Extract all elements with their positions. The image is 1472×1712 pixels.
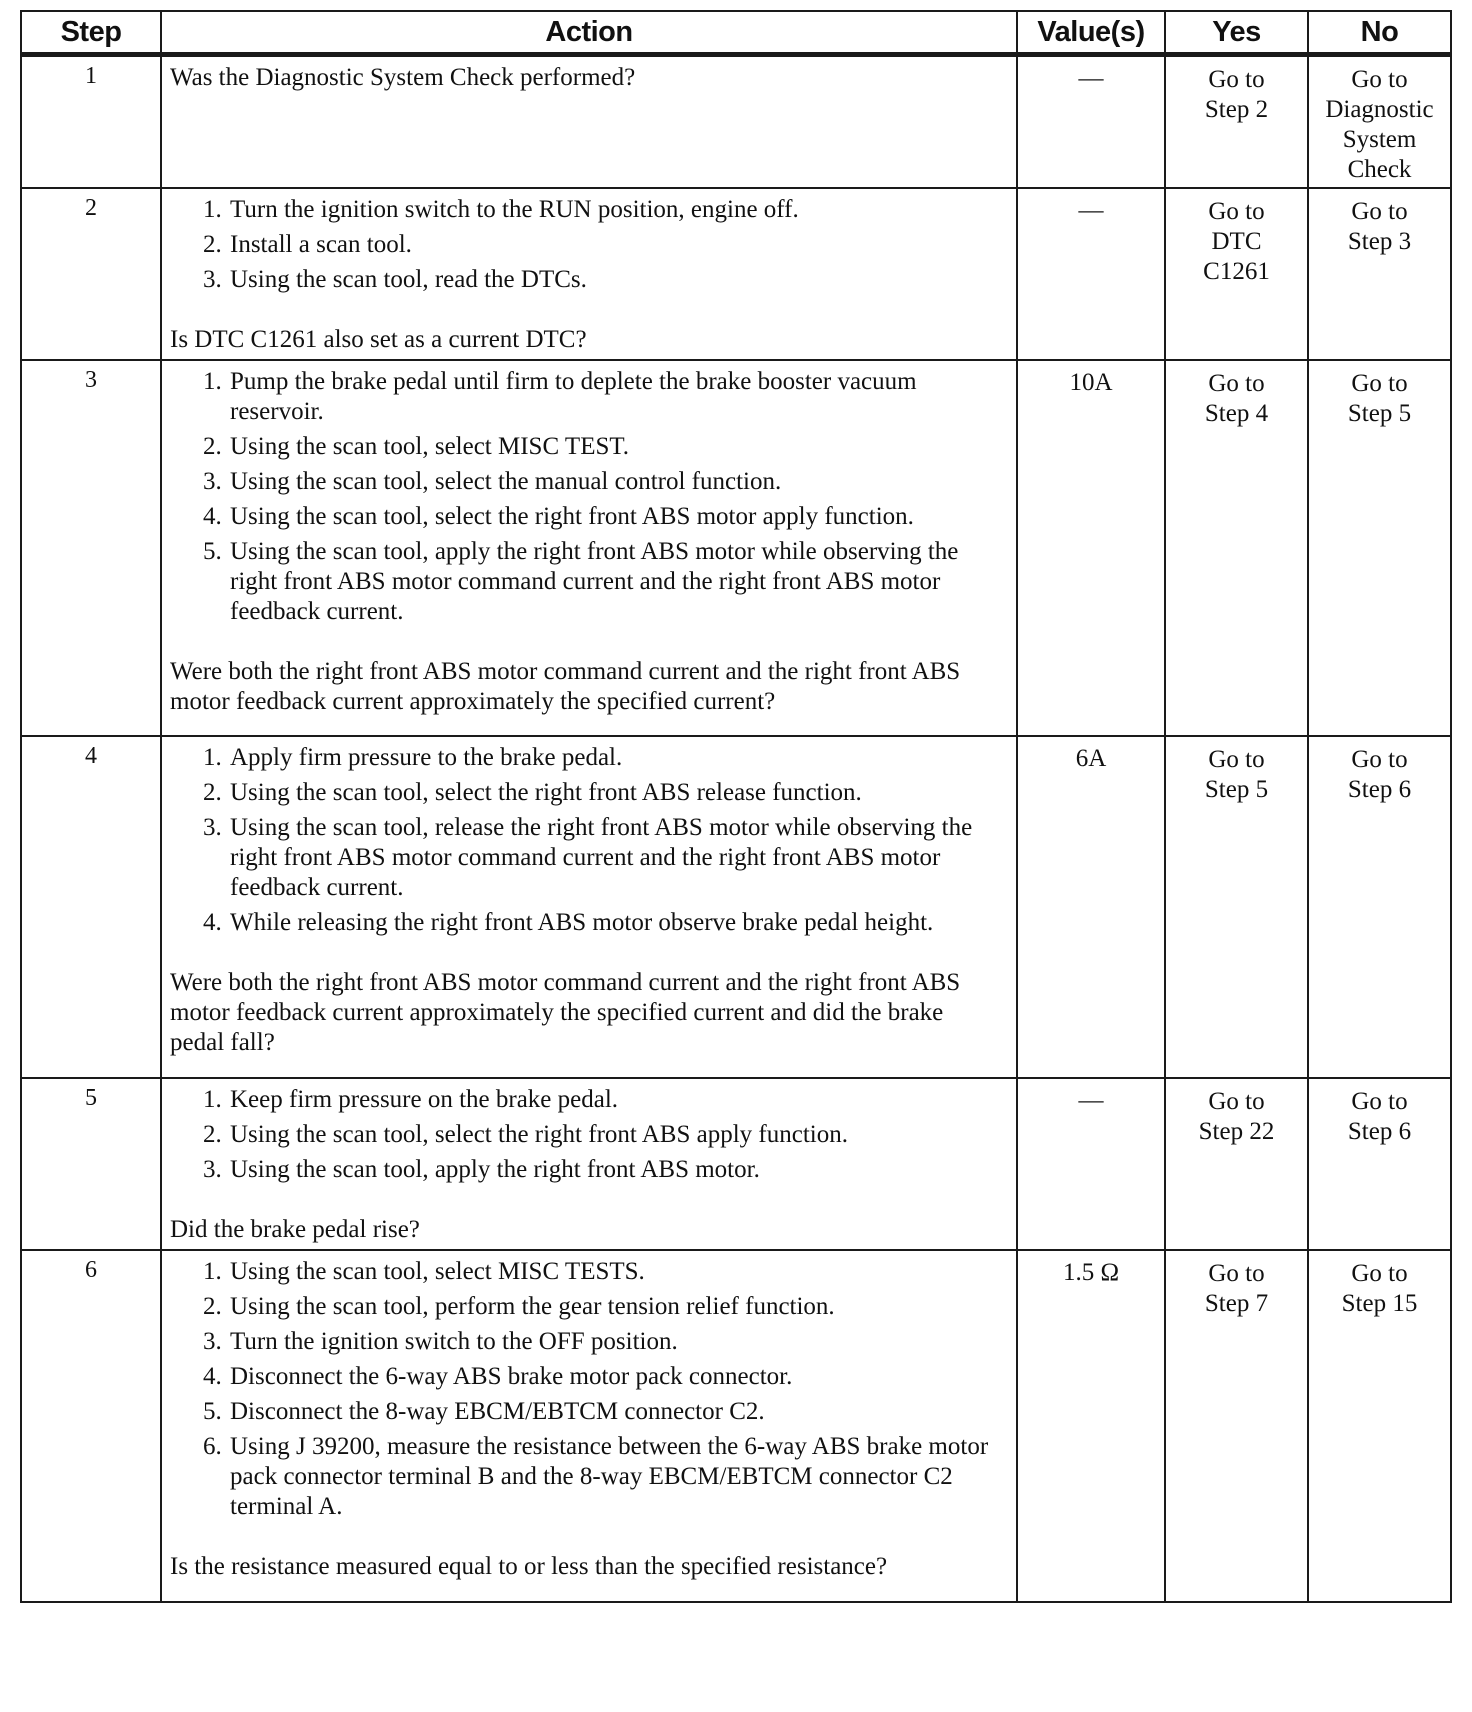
action-cell <box>161 360 1017 736</box>
yes-cell <box>1165 360 1308 736</box>
no-cell <box>1308 1078 1451 1250</box>
no-line: System <box>1342 126 1417 153</box>
substep-item: 3. Turn the ignition switch to the OFF position. <box>228 1327 1002 1357</box>
no-cell <box>1308 188 1451 360</box>
table-row <box>21 55 1451 189</box>
substep-item: 1. Pump the brake pedal until firm to deplete the brake booster vacuum reservoir. <box>228 367 1002 427</box>
action-question: Is DTC C1261 also set as a current DTC? <box>170 326 587 353</box>
yes-cell <box>1165 188 1308 360</box>
no-cell <box>1308 55 1451 189</box>
substep-list <box>170 367 1002 627</box>
yes-line: Go to <box>1208 370 1265 397</box>
no-line: Step 6 <box>1347 1118 1412 1145</box>
substep-item: 1. Apply firm pressure to the brake pedal. <box>228 743 1002 773</box>
value-cell: — <box>1017 188 1165 360</box>
substep-list <box>170 1257 1002 1522</box>
header-step: Step <box>21 11 161 55</box>
yes-line: DTC <box>1211 228 1262 255</box>
yes-line: Step 22 <box>1198 1118 1275 1145</box>
substep-item: 5. Using the scan tool, apply the right front ABS motor while observing the right front ABS motor command current and the right front ABS motor feedback current. <box>228 537 1002 627</box>
no-cell <box>1308 736 1451 1078</box>
action-cell <box>161 1078 1017 1250</box>
yes-line: Step 4 <box>1204 400 1269 427</box>
step-number: 2 <box>21 188 161 360</box>
value-cell: 1.5 Ω <box>1017 1250 1165 1602</box>
yes-line: Go to <box>1208 1088 1265 1115</box>
substep-item: 5. Disconnect the 8-way EBCM/EBTCM connector C2. <box>228 1397 1002 1427</box>
substep-item: 4. Using the scan tool, select the right front ABS motor apply function. <box>228 502 1002 532</box>
header-values: Value(s) <box>1017 11 1165 55</box>
yes-line: Step 7 <box>1204 1290 1269 1317</box>
no-line: Step 6 <box>1347 776 1412 803</box>
value-cell: — <box>1017 1078 1165 1250</box>
yes-line: Go to <box>1208 746 1265 773</box>
yes-cell <box>1165 1078 1308 1250</box>
value-cell: — <box>1017 55 1165 189</box>
substep-item: 2. Using the scan tool, select the right front ABS apply function. <box>228 1120 1002 1150</box>
action-cell <box>161 1250 1017 1602</box>
no-line: Go to <box>1351 746 1408 773</box>
table-header-row <box>21 11 1451 55</box>
action-question: Was the Diagnostic System Check performed? <box>170 64 636 91</box>
no-line: Go to <box>1351 1260 1408 1287</box>
yes-cell <box>1165 55 1308 189</box>
step-number: 1 <box>21 55 161 189</box>
yes-cell <box>1165 736 1308 1078</box>
diagnostic-table-sheet <box>20 10 1450 1603</box>
table-row <box>21 736 1451 1078</box>
substep-item: 3. Using the scan tool, release the right front ABS motor while observing the right front ABS motor command current and the right front ABS motor feedback current. <box>228 813 1002 903</box>
no-line: Step 5 <box>1347 400 1412 427</box>
yes-cell <box>1165 1250 1308 1602</box>
diagnostic-table <box>20 10 1452 1603</box>
header-yes: Yes <box>1165 11 1308 55</box>
no-line: Go to <box>1351 66 1408 93</box>
yes-line: Go to <box>1208 1260 1265 1287</box>
substep-item: 2. Install a scan tool. <box>228 230 1002 260</box>
no-line: Check <box>1347 156 1412 183</box>
substep-item: 6. Using J 39200, measure the resistance between the 6-way ABS brake motor pack connector terminal B and the 8-way EBCM/EBTCM connector C2 terminal A. <box>228 1432 1002 1522</box>
step-number: 5 <box>21 1078 161 1250</box>
yes-line: Go to <box>1208 66 1265 93</box>
step-number: 3 <box>21 360 161 736</box>
table-row <box>21 1078 1451 1250</box>
substep-item: 3. Using the scan tool, select the manual control function. <box>228 467 1002 497</box>
header-no: No <box>1308 11 1451 55</box>
action-question: Did the brake pedal rise? <box>170 1216 420 1243</box>
no-cell <box>1308 1250 1451 1602</box>
substep-list <box>170 1085 1002 1185</box>
action-question: Were both the right front ABS motor command current and the right front ABS motor feedback current approximately the specified current? <box>170 658 961 715</box>
yes-line: Step 5 <box>1204 776 1269 803</box>
yes-line: C1261 <box>1203 258 1270 285</box>
substep-list <box>170 195 1002 295</box>
action-question: Were both the right front ABS motor command current and the right front ABS motor feedback current approximately the specified current and did the brake pedal fall? <box>170 969 961 1056</box>
substep-item: 4. Disconnect the 6-way ABS brake motor pack connector. <box>228 1362 1002 1392</box>
substep-item: 2. Using the scan tool, perform the gear tension relief function. <box>228 1292 1002 1322</box>
no-cell <box>1308 360 1451 736</box>
table-row <box>21 360 1451 736</box>
value-cell: 6A <box>1017 736 1165 1078</box>
substep-item: 3. Using the scan tool, read the DTCs. <box>228 265 1002 295</box>
substep-list <box>170 743 1002 938</box>
action-cell <box>161 188 1017 360</box>
no-line: Go to <box>1351 198 1408 225</box>
no-line: Step 15 <box>1341 1290 1418 1317</box>
no-line: Go to <box>1351 1088 1408 1115</box>
no-line: Step 3 <box>1347 228 1412 255</box>
table-row <box>21 188 1451 360</box>
substep-item: 1. Turn the ignition switch to the RUN position, engine off. <box>228 195 1002 225</box>
substep-item: 1. Using the scan tool, select MISC TESTS. <box>228 1257 1002 1287</box>
step-number: 4 <box>21 736 161 1078</box>
substep-item: 1. Keep firm pressure on the brake pedal. <box>228 1085 1002 1115</box>
action-cell <box>161 736 1017 1078</box>
substep-item: 2. Using the scan tool, select the right front ABS release function. <box>228 778 1002 808</box>
substep-item: 2. Using the scan tool, select MISC TEST. <box>228 432 1002 462</box>
yes-line: Go to <box>1208 198 1265 225</box>
table-row <box>21 1250 1451 1602</box>
value-cell: 10A <box>1017 360 1165 736</box>
step-number: 6 <box>21 1250 161 1602</box>
substep-item: 4. While releasing the right front ABS motor observe brake pedal height. <box>228 908 1002 938</box>
action-question: Is the resistance measured equal to or less than the specified resistance? <box>170 1553 888 1580</box>
substep-item: 3. Using the scan tool, apply the right front ABS motor. <box>228 1155 1002 1185</box>
action-cell <box>161 55 1017 189</box>
header-action: Action <box>161 11 1017 55</box>
no-line: Go to <box>1351 370 1408 397</box>
no-line: Diagnostic <box>1325 96 1434 123</box>
yes-line: Step 2 <box>1204 96 1269 123</box>
